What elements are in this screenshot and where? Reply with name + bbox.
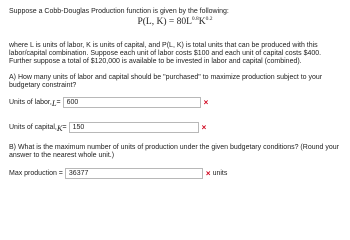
production-label: Max production =: [9, 170, 63, 177]
capital-label: Units of capital,: [9, 124, 57, 131]
part-a-question-line-2: budgetary constraint?: [9, 82, 77, 89]
part-b-question-line-2: answer to the nearest whole unit.): [9, 152, 115, 159]
incorrect-x-icon: ×: [205, 169, 211, 178]
labor-equals: =: [56, 99, 61, 106]
description-line-2: labor/capital combination. Suppose each unit of labor costs $100 and each unit of capital costs $400.: [9, 50, 322, 57]
production-row: [9, 168, 227, 179]
labor-input[interactable]: 600: [63, 97, 201, 108]
incorrect-x-icon: ×: [201, 123, 207, 132]
production-unit: units: [212, 170, 228, 177]
description-line-3: Further suppose a total of $120,000 is available to be invested in labor and capital (combined).: [9, 58, 302, 65]
capital-variable: K: [56, 122, 63, 133]
capital-input[interactable]: 150: [69, 122, 199, 133]
capital-equals: =: [62, 124, 67, 131]
intro-text: Suppose a Cobb-Douglas Production function is given by the following:: [9, 8, 229, 15]
part-a-question-line-1: A) How many units of labor and capital should be "purchased" to maximize production subject to your: [9, 74, 323, 81]
labor-label: Units of labor,: [9, 99, 52, 106]
capital-row: [9, 122, 206, 133]
labor-variable: L: [51, 97, 57, 108]
production-input[interactable]: 36377: [65, 168, 203, 179]
incorrect-x-icon: ×: [203, 98, 209, 107]
labor-row: [9, 97, 208, 108]
production-formula: P(L, $K) = 80L^{0.8}K^{0.2}$: [137, 16, 213, 27]
part-b-question-line-1: B) What is the maximum number of units of production under the given budgetary conditions? (Round your: [9, 144, 339, 151]
description-line-1: where L is units of labor, K is units of capital, and P(L, K) is total units that can be produced with this: [9, 42, 318, 49]
